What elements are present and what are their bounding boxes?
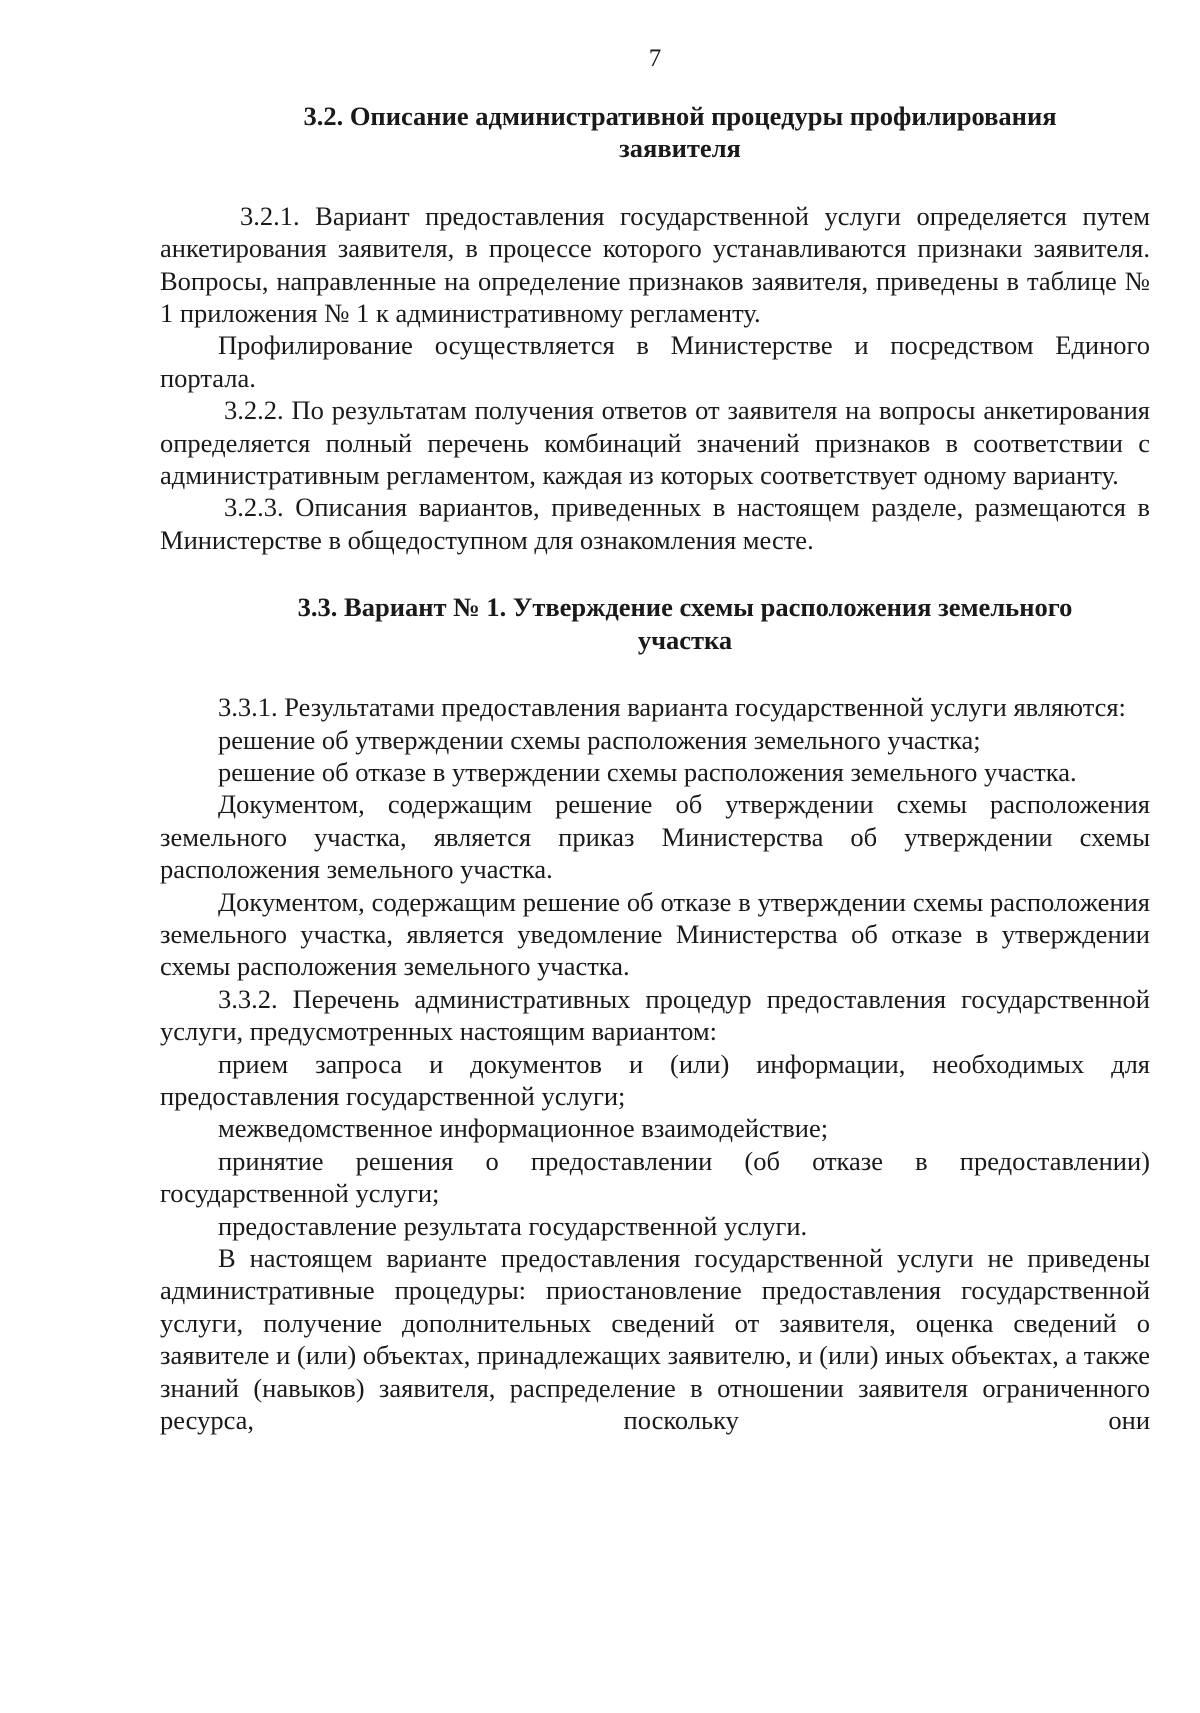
procedure-item-reception: прием запроса и документов и (или) информации, необходимых для предоставления государственной услуги; xyxy=(160,1048,1150,1111)
paragraph-3-2-2: 3.2.2. По результатам получения ответов от заявителя на вопросы анкетирования определяется полный перечень комбинаций значений признаков в соответствии с административным регламентом, каждая из которых соответствует одному варианту. xyxy=(160,395,1150,491)
page-number: 7 xyxy=(648,45,662,72)
section-3-3-heading-line-1: 3.3. Вариант № 1. Утверждение схемы расположения земельного xyxy=(297,592,1073,623)
section-3-3-heading xyxy=(160,591,1150,656)
section-3-2-heading xyxy=(160,100,1150,165)
procedure-item-interagency: межведомственное информационное взаимодействие; xyxy=(218,1113,829,1144)
section-3-2-heading-line-1: 3.2. Описание административной процедуры профилирования xyxy=(303,101,1057,131)
result-item-approval: решение об утверждении схемы расположения земельного участка; xyxy=(218,724,981,755)
paragraph-refusal-document: Документом, содержащим решение об отказе в утверждении схемы расположения земельного участка, является уведомление Министерства об отказе в утверждении схемы расположения земельного участка. xyxy=(160,886,1150,982)
section-3-2-heading-line-2: заявителя xyxy=(619,133,741,164)
paragraph-3-2-3: 3.2.3. Описания вариантов, приведенных в настоящем разделе, размещаются в Министерстве в общедоступном для ознакомления месте. xyxy=(160,492,1150,555)
paragraph-3-2-1: 3.2.1. Вариант предоставления государственной услуги определяется путем анкетирования заявителя, в процессе которого устанавливаются признаки заявителя. Вопросы, направленные на определение признаков заявителя, приведены в таблице № 1 приложения № 1 к административному регламенту. xyxy=(160,200,1150,329)
section-3-3-heading-line-2: участка xyxy=(637,624,733,655)
paragraph-3-3-2: 3.3.2. Перечень административных процедур предоставления государственной услуги, предусмотренных настоящим вариантом: xyxy=(160,983,1150,1047)
paragraph-profiling: Профилирование осуществляется в Министерстве и посредством Единого портала. xyxy=(160,330,1150,393)
result-item-refusal: решение об отказе в утверждении схемы расположения земельного участка. xyxy=(218,756,1077,787)
document-body xyxy=(160,100,1150,1436)
paragraph-approval-document: Документом, содержащим решение об утверждении схемы расположения земельного участка, является приказ Министерства об утверждении схемы расположения земельного участка. xyxy=(160,789,1150,885)
paragraph-3-3-1: 3.3.1. Результатами предоставления варианта государственной услуги являются: xyxy=(218,692,1126,723)
procedure-item-result: предоставление результата государственной услуги. xyxy=(218,1210,808,1241)
paragraph-not-listed-procedures: В настоящем варианте предоставления государственной услуги не приведены административные процедуры: приостановление предоставления государственной услуги, получение дополнительных сведений от заявителя, оценка сведений о заявителе и (или) объектах, принадлежащих заявителю, и (или) иных объектах, а также знаний (навыков) заявителя, распределение в отношении заявителя ограниченного ресурса, поскольку они xyxy=(160,1243,1150,1436)
procedure-item-decision: принятие решения о предоставлении (об отказе в предоставлении) государственной услуги; xyxy=(160,1145,1150,1209)
